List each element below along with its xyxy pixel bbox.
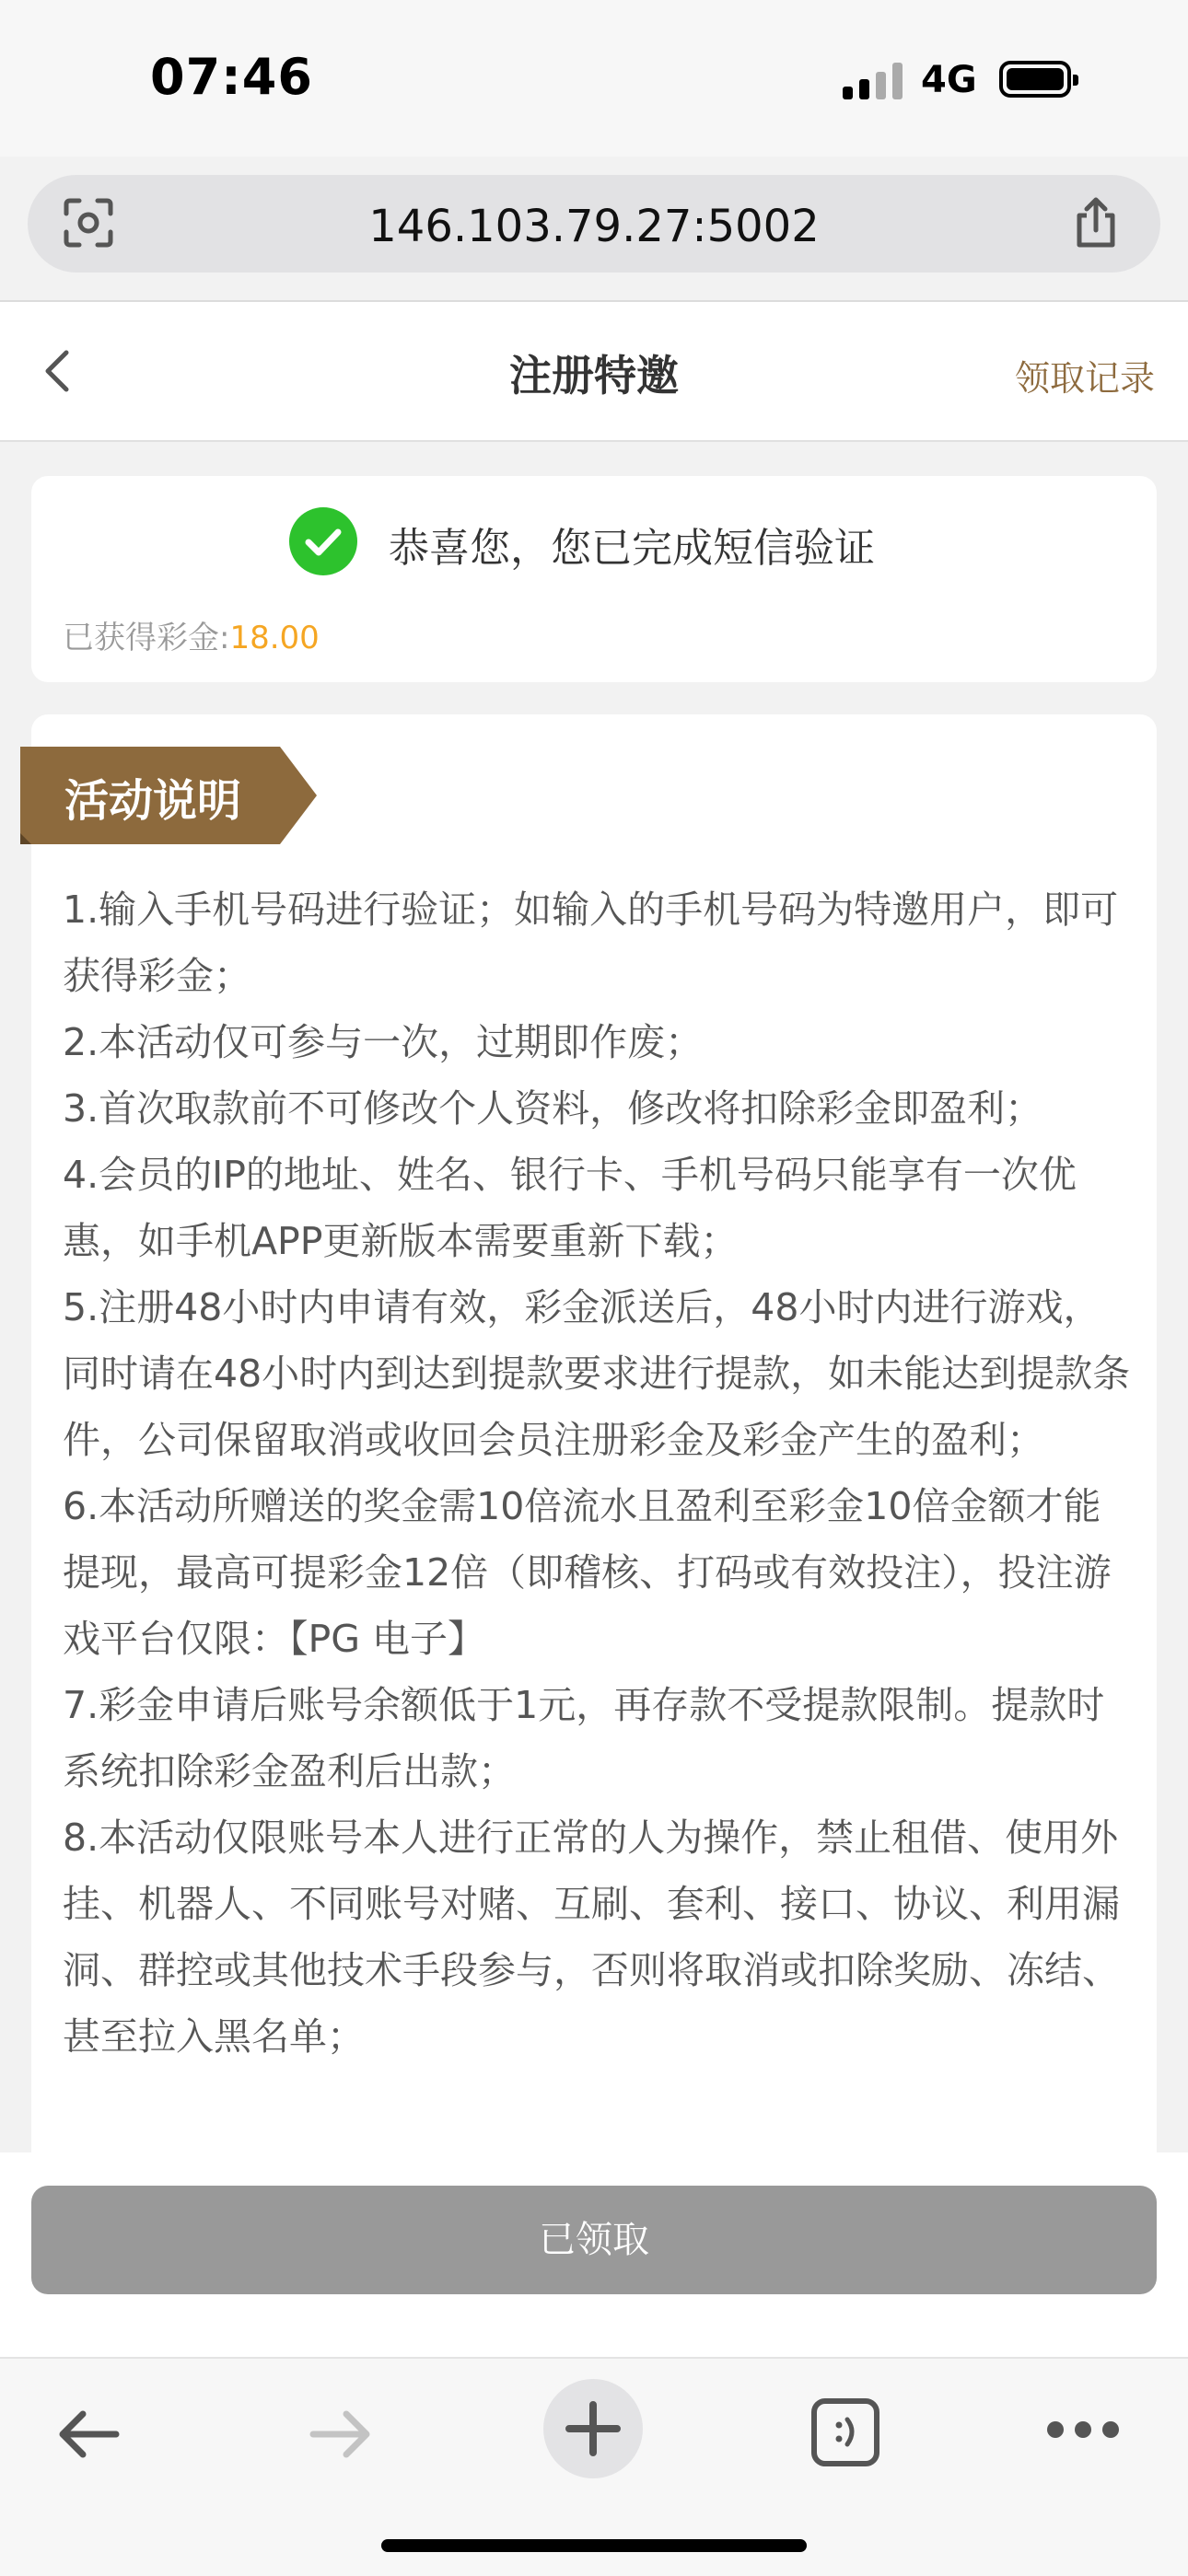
back-arrow-icon[interactable] (52, 2397, 125, 2471)
action-area (0, 2152, 1188, 2357)
forward-arrow-icon[interactable] (304, 2397, 378, 2471)
new-tab-plus-icon[interactable] (543, 2379, 643, 2478)
rule-item: 2.本活动仅可参与一次，过期即作废； (63, 1020, 704, 1064)
network-type: 4G (921, 59, 977, 101)
home-indicator[interactable] (381, 2539, 807, 2552)
bonus-label: 已获得彩金: (63, 620, 230, 656)
rule-item: 6.本活动所赠送的奖金需10倍流水且盈利至彩金10倍金额才能提现，最高可提彩金12倍（即稽核、打码或有效投注），投注游戏平台仅限：【PG 电子】 (63, 1484, 1112, 1661)
page-title: 注册特邀 (509, 351, 679, 400)
battery-icon (999, 61, 1071, 98)
rule-item: 1.输入手机号码进行验证；如输入的手机号码为特邀用户，即可获得彩金； (63, 888, 1119, 998)
verification-success-card (31, 476, 1157, 682)
claim-record-link[interactable]: 领取记录 (1014, 358, 1155, 399)
activity-rules-card (31, 714, 1157, 2152)
bonus-row (63, 612, 320, 657)
bonus-value: 18.00 (229, 620, 320, 656)
rule-item: 7.彩金申请后账号余额低于1元，再存款不受提款限制。提款时系统扣除彩金盈利后出款； (63, 1683, 1105, 1793)
share-icon[interactable] (1068, 195, 1124, 250)
status-time: 07:46 (150, 48, 313, 106)
rule-item: 8.本活动仅限账号本人进行正常的人为操作，禁止租借、使用外挂、机器人、不同账号对赌、互刷、套利、接口、协议、利用漏洞、群控或其他技术手段参与，否则将取消或扣除奖励、冻结、甚至拉入黑名单； (63, 1816, 1120, 2059)
success-message: 恭喜您，您已完成短信验证 (389, 525, 875, 572)
ribbon-label: 活动说明 (64, 775, 242, 827)
tabs-icon[interactable] (809, 2396, 882, 2469)
rules-list (63, 876, 1131, 2070)
check-circle-icon (289, 507, 357, 575)
signal-icon (843, 61, 903, 99)
claimed-button[interactable]: 已领取 (31, 2186, 1157, 2294)
activity-description-ribbon (20, 747, 317, 844)
page-header (0, 302, 1188, 442)
url-text[interactable]: 146.103.79.27:5002 (368, 201, 820, 252)
rule-item: 4.会员的IP的地址、姓名、银行卡、手机号码只能享有一次优惠，如手机APP更新版本需要重新下载； (63, 1153, 1077, 1263)
rule-item: 5.注册48小时内申请有效，彩金派送后，48小时内进行游戏，同时请在48小时内到达到提款要求进行提款，如未能达到提款条件，公司保留取消或收回会员注册彩金及彩金产生的盈利； (63, 1285, 1131, 1462)
address-bar[interactable] (28, 175, 1160, 273)
more-icon[interactable] (1044, 2416, 1122, 2443)
rule-item: 3.首次取款前不可修改个人资料，修改将扣除彩金即盈利； (63, 1086, 1043, 1131)
status-bar (0, 0, 1188, 157)
